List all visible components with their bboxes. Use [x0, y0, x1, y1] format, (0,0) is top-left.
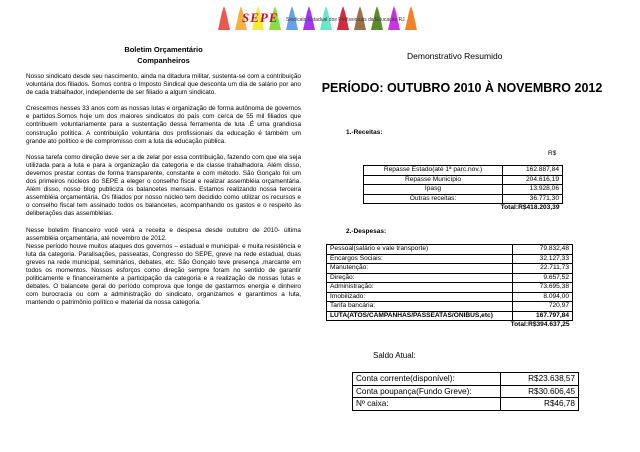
- table-row: [353, 373, 579, 386]
- saldo-label: Conta corrente(disponível):: [353, 373, 501, 386]
- saldo-table: [352, 372, 579, 411]
- left-column: [26, 44, 301, 307]
- despesas-table: [326, 244, 573, 330]
- despesa-luta-value: 167.797,84: [513, 311, 573, 321]
- periodo-heading: PERÍODO: OUTUBRO 2010 À NOVEMBRO 2012: [321, 81, 603, 95]
- receita-value: 36.771,30: [503, 194, 563, 204]
- receitas-label: 1.-Receitas:: [346, 129, 383, 136]
- despesa-label: Direção:: [327, 273, 513, 283]
- table-row: [364, 204, 563, 214]
- receita-value: 204.616,19: [503, 175, 563, 185]
- receita-label: Ipasg: [364, 185, 503, 195]
- despesas-total: Total:R$394.637,25: [510, 321, 570, 329]
- despesas-label: 2.-Despesas:: [346, 228, 387, 235]
- table-row: [353, 398, 579, 411]
- banner-subtitle: Sindicato Estadual dos Profissionais da Educação RJ: [286, 17, 405, 23]
- sepe-logo: SEPE: [242, 10, 279, 25]
- saldo-label: Conta poupança(Fundo Greve):: [353, 385, 501, 398]
- saldo-value: R$30.606,45: [501, 385, 579, 398]
- receita-label: Repasse Município: [364, 175, 503, 185]
- table-row: [327, 302, 573, 312]
- pencil-shape: [218, 6, 230, 30]
- saldo-title: Saldo Atual:: [373, 351, 416, 360]
- document-title: Boletim Orçamentário: [124, 45, 203, 54]
- saldo-label: Nº caixa:: [353, 398, 501, 411]
- paragraph: Crescemos nesses 33 anos com as nossas lutas e organização de forma autônoma de governos e partidos.Somos hoje um dos maiores sindicatos do país com cerca de 55 mil filiados que contribuem voluntariamente para a sustentação dessa ferramenta de luta .É uma grandiosa construção política. A contribuição voluntária dos profissionais da educação é também um grande ato político e de compromisso com a luta da educação pública.: [26, 105, 301, 145]
- receita-value: 13.928,06: [503, 185, 563, 195]
- table-row: [364, 185, 563, 195]
- table-row: [327, 321, 573, 331]
- despesa-label: Administração:: [327, 283, 513, 293]
- despesa-value: 32.127,33: [513, 254, 573, 264]
- table-row: [327, 245, 573, 255]
- table-row: [327, 292, 573, 302]
- paragraph: Nosso sindicato desde seu nascimento, ainda na ditadura militar, sustenta-se com a contribuição voluntária dos filiados. Somos contra o Imposto Sindical que desconta um dia de salário por ano de cada trabalhador, independente de ser filiado a algum sindicato.: [26, 73, 301, 97]
- receita-label: Outras receitas:: [364, 194, 503, 204]
- paragraph: Nesse período houve muitos ataques dos governos – estadual e municipal- e muita resistência e luta da categoria. Paralisações, passeatas, Congresso do SEPE, greve na rede estadual, duas greves na rede municipal, seminários, debates, etc. São Gonçalo teve presença ,marcante em todos os momentos. Nossos esforços como direção sempre foram no sentido de garantir politicamente e financeiramente a participação da categoria e a realização de nossas lutas e debates. O balancete geral do período comprova que longe de gastarmos energia e dinheiro com burocracia ou com a administração do sindicato, organizamos e garantimos a luta, mantendo o patrimônio político e material da nossa categoria.: [26, 242, 301, 307]
- table-row: [327, 254, 573, 264]
- saldo-value: R$46,78: [501, 398, 579, 411]
- paragraph: Nesse boletim financeiro você verá a receita e despesa desde outubro de 2010- última assembléia orçamentária, até novembro de 2012.: [26, 226, 301, 242]
- table-row: [327, 311, 573, 321]
- despesa-value: 79.832,48: [513, 245, 573, 255]
- despesa-value: 22.711,73: [513, 264, 573, 274]
- despesa-value: 720,97: [513, 302, 573, 312]
- currency-label: R$: [548, 150, 557, 157]
- demonstrativo-title: Demonstrativo Resumido: [407, 51, 503, 61]
- receitas-total: Total:R$418.203,39: [500, 204, 560, 212]
- saldo-value: R$23.638,57: [501, 373, 579, 386]
- table-row: [327, 283, 573, 293]
- despesa-value: 9.657,52: [513, 273, 573, 283]
- paragraph: Nossa tarefa como direção deve ser a de zelar por essa contribuição, fazendo com que ela seja utilizada para a luta e para a organização da categoria e da classe trabalhadora. Além disso, devemos prestar contas de forma transparente, constante e com método. São Gonçalo foi um dos primeiros núcleos do SEPE a eleger o conselho fiscal e realizar assembléia orçamentária. Além disso, nosso blog publiciza os balancetes mensais. Estamos realizando nossa terceira assembléia orçamentária. Os filiados por nosso núcleo tem decidido como utilizar os recursos e o conselho fiscal tem assinado todos os balancetes, acompanhando os gastos e o respeito às deliberações das assembléias.: [26, 153, 301, 218]
- table-row: [327, 273, 573, 283]
- despesa-label: Pessoal(salário e vale transporte): [327, 245, 513, 255]
- despesa-label: Imobilizado:: [327, 292, 513, 302]
- table-row: [364, 175, 563, 185]
- table-row: [327, 264, 573, 274]
- table-row: [353, 385, 579, 398]
- header-banner: [210, 4, 440, 30]
- receita-label: Repasse Estado(até 1ª parc.nov.): [364, 166, 503, 176]
- despesa-value: 73.695,38: [513, 283, 573, 293]
- despesa-value: 8.094,00: [513, 292, 573, 302]
- receita-value: 162.887,84: [503, 166, 563, 176]
- pencil-shape: [405, 6, 417, 30]
- receitas-table: [363, 165, 563, 213]
- despesa-label: Encargos Sociais:: [327, 254, 513, 264]
- table-row: [364, 166, 563, 176]
- despesa-label: Manutenção:: [327, 264, 513, 274]
- document-subtitle: Companheiros: [137, 56, 190, 65]
- table-row: [364, 194, 563, 204]
- despesa-label: Tarifa bancária:: [327, 302, 513, 312]
- despesa-luta-label: LUTA(ATOS/CAMPANHAS/PASSEATAS/ÔNIBUS,etc): [327, 311, 513, 321]
